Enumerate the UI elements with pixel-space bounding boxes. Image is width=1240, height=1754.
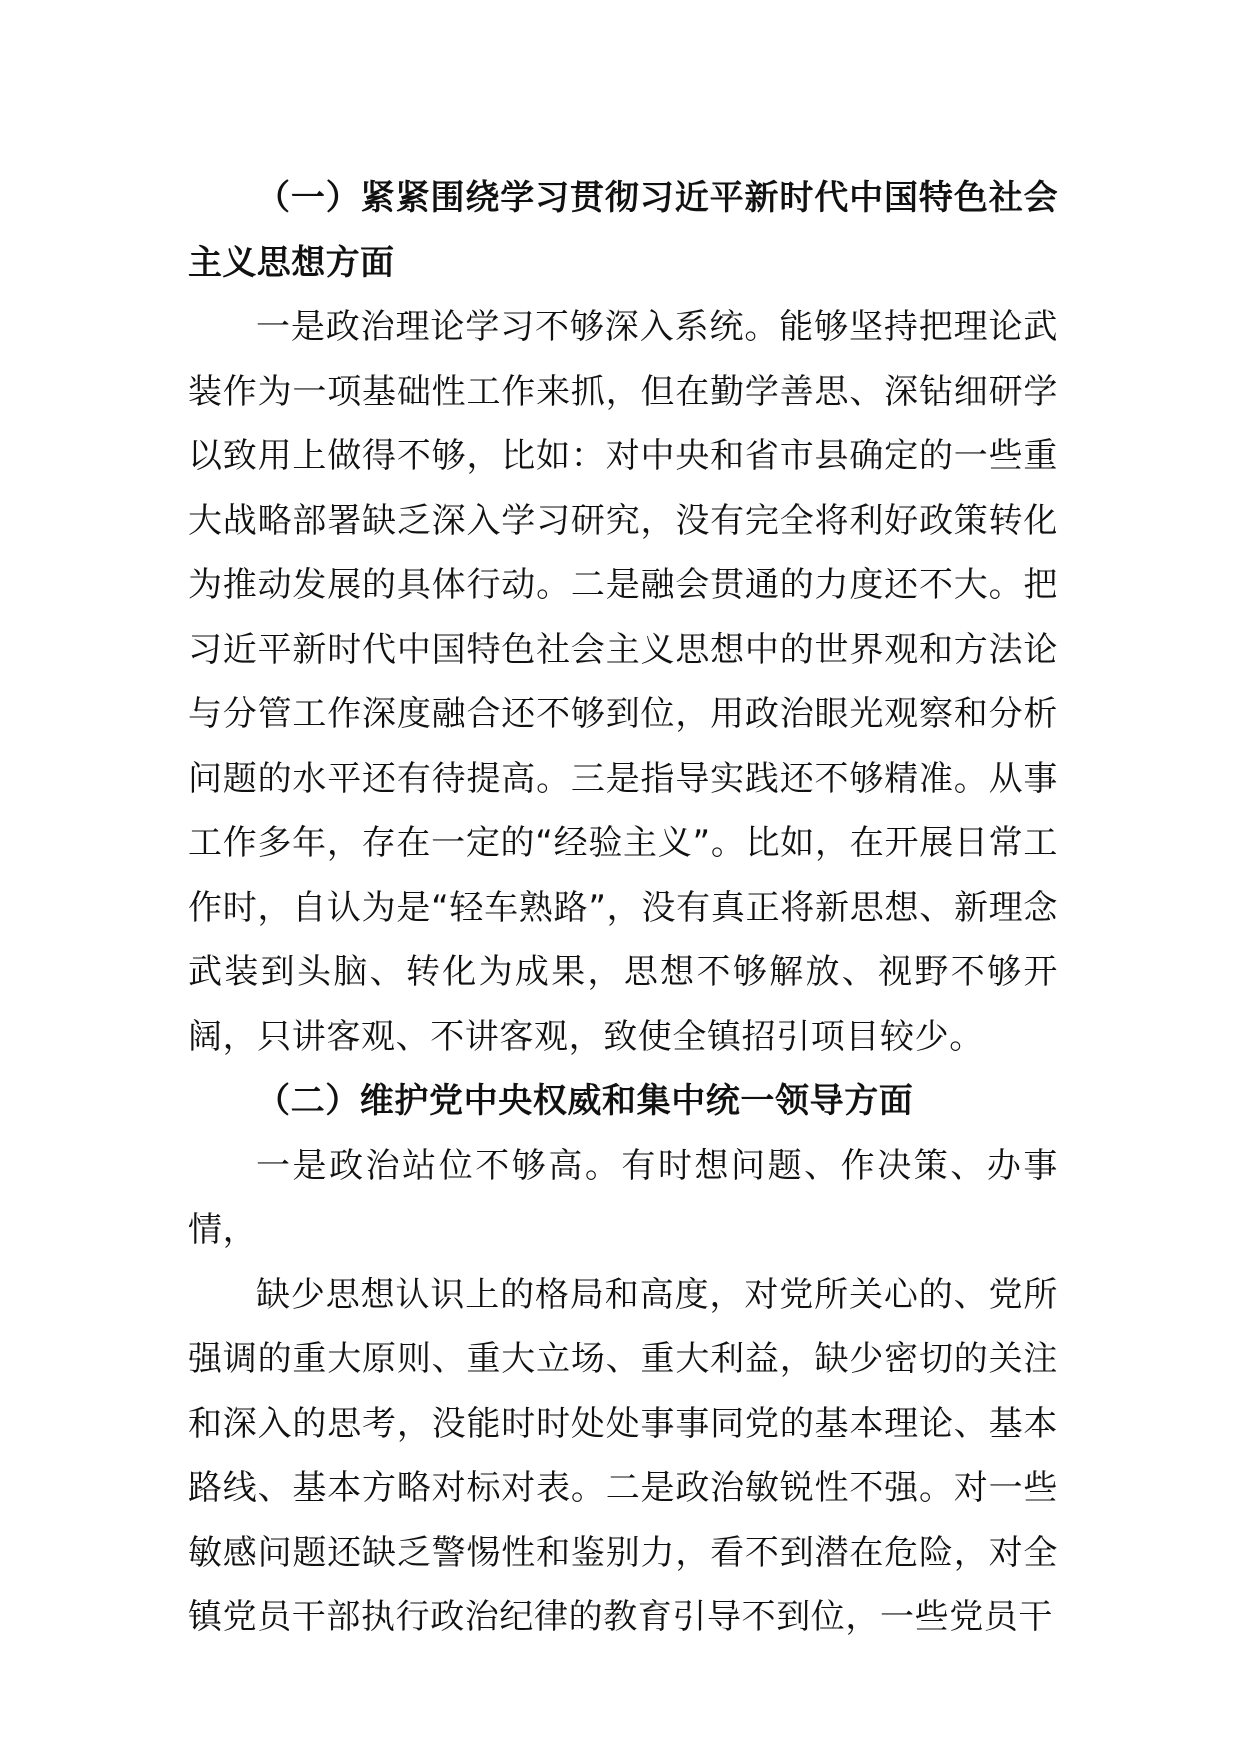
paragraph-political-sensitivity: 缺少思想认识上的格局和高度，对党所关心的、党所强调的重大原则、重大立场、重大利益，缺少密切的关注和深入的思考，没能时时处处事事同党的基本理论、基本路线、基本方略对标对表。二是政治敏锐性不强。对一些敏感问题还缺乏警惕性和鉴别力，看不到潜在危险，对全镇党员干部执行政治纪律的教育引导不到位，一些党员干 <box>188 1274 1058 1637</box>
paragraph-political-stance: 一是政治站位不够高。有时想问题、作决策、办事情， <box>188 1145 1058 1250</box>
section-heading-2: （二）维护党中央权威和集中统一领导方面 <box>256 1081 914 1121</box>
section-heading-1: （一）紧紧围绕学习贯彻习近平新时代中国特色社会主义思想方面 <box>188 178 1058 283</box>
document-body <box>188 166 1058 1650</box>
paragraph-political-theory: 一是政治理论学习不够深入系统。能够坚持把理论武装作为一项基础性工作来抓，但在勤学善思、深钻细研学以致用上做得不够，比如：对中央和省市县确定的一些重大战略部署缺乏深入学习研究，没有完全将利好政策转化为推动发展的具体行动。二是融会贯通的力度还不大。把习近平新时代中国特色社会主义思想中的世界观和方法论与分管工作深度融合还不够到位，用政治眼光观察和分析问题的水平还有待提高。三是指导实践还不够精准。从事工作多年，存在一定的“经验主义”。比如，在开展日常工作时，自认为是“轻车熟路”，没有真正将新思想、新理念武装到头脑、转化为成果，思想不够解放、视野不够开阔，只讲客观、不讲客观，致使全镇招引项目较少。 <box>188 307 1058 1057</box>
